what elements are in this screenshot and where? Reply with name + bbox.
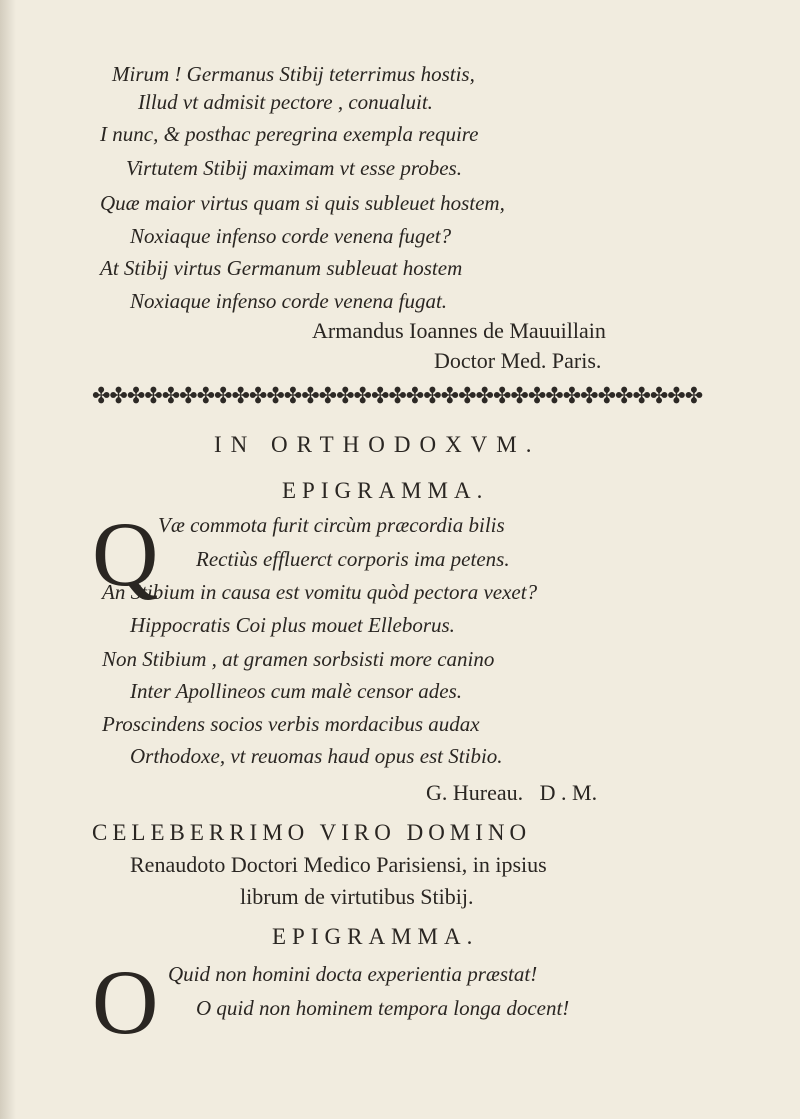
section2-line-8: Orthodoxe, vt reuomas haud opus est Stibio. xyxy=(130,744,503,768)
section2-line-7: Proscindens socios verbis mordacibus audax xyxy=(102,712,480,736)
section3-line-2: Renaudoto Doctori Medico Parisiensi, in ipsius xyxy=(130,852,547,877)
poem1-line-3: I nunc, & posthac peregrina exempla require xyxy=(100,122,479,146)
poem1-line-1: Mirum ! Germanus Stibij teterrimus hostis, xyxy=(112,62,475,86)
section2-line-1: Væ commota furit circùm præcordia bilis xyxy=(158,513,505,537)
section2-subheading: EPIGRAMMA. xyxy=(282,478,489,503)
drop-cap-o: O xyxy=(92,951,159,1053)
section3-line-3: librum de virtutibus Stibij. xyxy=(240,884,474,909)
section2-line-3: An Stibium in causa est vomitu quòd pectora vexet? xyxy=(102,580,538,604)
section2-line-4: Hippocratis Coi plus mouet Elleborus. xyxy=(130,613,455,637)
section3-line-5: O quid non hominem tempora longa docent! xyxy=(196,996,570,1020)
section2-signature: G. Hureau. D . M. xyxy=(426,780,598,805)
poem1-line-2: Illud vt admisit pectore , conualuit. xyxy=(138,90,433,114)
poem1-line-7: At Stibij virtus Germanum subleuat hostem xyxy=(100,256,463,280)
poem1-line-6: Noxiaque infenso corde venena fuget? xyxy=(130,224,452,248)
poem1-line-4: Virtutem Stibij maximam vt esse probes. xyxy=(126,156,462,180)
section2-heading: IN ORTHODOXVM. xyxy=(214,432,541,457)
poem1-author: Armandus Ioannes de Mauuillain xyxy=(312,318,606,343)
section2-line-6: Inter Apollineos cum malè censor ades. xyxy=(130,679,463,703)
drop-cap-q: Q xyxy=(92,503,159,605)
section3-heading: CELEBERRIMO VIRO DOMINO xyxy=(92,820,532,845)
ornament-divider: ✤✤✤✤✤✤✤✤✤✤✤✤✤✤✤✤✤✤✤✤✤✤✤✤✤✤✤✤✤✤✤✤✤✤✤ xyxy=(92,384,703,409)
section2-line-2: Rectiùs effluerct corporis ima petens. xyxy=(196,547,510,571)
section2-line-5: Non Stibium , at gramen sorbsisti more canino xyxy=(102,647,495,671)
section3-subheading: EPIGRAMMA. xyxy=(272,924,479,949)
poem1-line-5: Quæ maior virtus quam si quis subleuet hostem, xyxy=(100,191,505,215)
poem1-author-title: Doctor Med. Paris. xyxy=(434,348,602,373)
poem1-line-8: Noxiaque infenso corde venena fugat. xyxy=(130,289,448,313)
section3-line-4: Quid non homini docta experientia præstat! xyxy=(168,962,538,986)
